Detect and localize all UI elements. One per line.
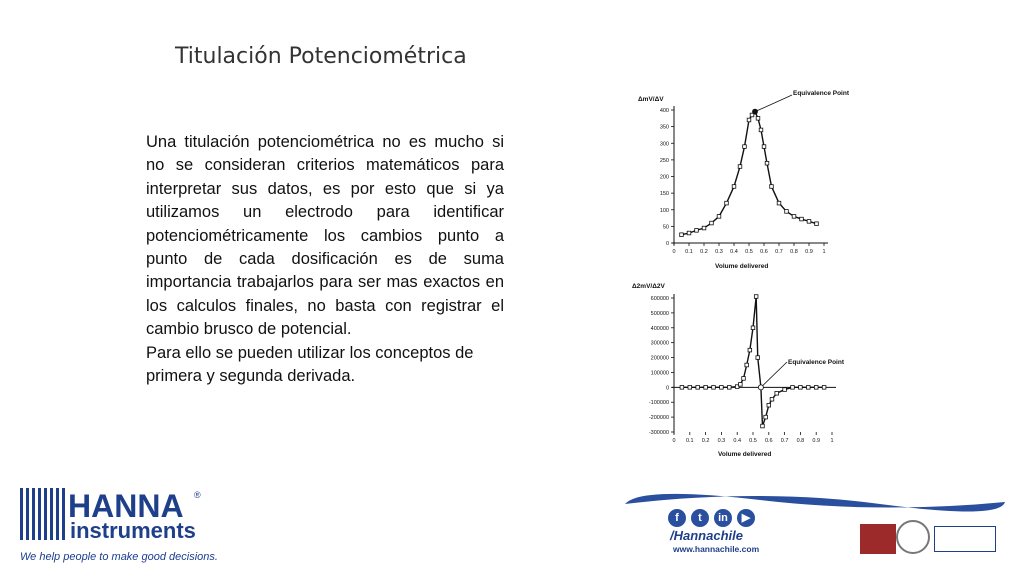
data-point <box>696 386 700 390</box>
x-tick-label: 0.7 <box>780 438 789 444</box>
data-point <box>687 231 691 235</box>
chart2-annotation: Equivalence Point <box>788 359 844 366</box>
data-point <box>807 386 811 390</box>
x-tick-label: 0.7 <box>775 249 783 255</box>
x-tick-label: 0.5 <box>749 438 757 444</box>
linkedin-icon[interactable]: in <box>714 509 732 527</box>
y-tick-label: 0 <box>665 385 669 392</box>
x-tick-label: 0.9 <box>805 249 813 255</box>
equivalence-point-marker <box>758 385 763 390</box>
data-point <box>785 210 789 214</box>
data-point <box>720 386 724 390</box>
logo-registered: ® <box>194 490 201 500</box>
x-tick-label: 0.2 <box>701 438 710 444</box>
logo-stripes <box>20 488 65 540</box>
facebook-icon[interactable]: f <box>668 509 686 527</box>
x-tick-label: 0.1 <box>685 249 693 255</box>
twitter-icon[interactable]: t <box>691 509 709 527</box>
x-tick-label: 0 <box>672 438 676 444</box>
data-point <box>822 386 826 390</box>
data-point <box>725 201 729 205</box>
data-point <box>710 221 714 225</box>
y-tick-label: 0 <box>665 241 669 247</box>
x-tick-label: 0.6 <box>764 438 773 444</box>
certified-company-badge <box>934 526 996 552</box>
paragraph-2: Para ello se pueden utilizar los conceptos de primera y segunda derivada. <box>146 343 474 386</box>
annotation-arrow <box>761 362 787 387</box>
x-tick-label: 0.6 <box>760 249 768 255</box>
y-tick-label: 300000 <box>650 340 669 347</box>
data-point <box>754 295 758 299</box>
website-link[interactable]: www.hannachile.com <box>673 544 760 554</box>
tagline: We help people to make good decisions. <box>20 551 218 563</box>
data-point <box>800 217 804 221</box>
slide-title: Titulación Potenciométrica <box>175 44 467 69</box>
data-point <box>702 226 706 230</box>
data-point <box>762 145 766 149</box>
data-point <box>742 377 746 381</box>
series-line <box>682 112 817 235</box>
x-tick-label: 0.2 <box>700 249 708 255</box>
x-tick-label: 0.3 <box>715 249 723 255</box>
data-point <box>728 386 732 390</box>
paragraph-1: Una titulación potenciométrica no es mucho si no se consideran criterios matemáticos para interpretar sus datos, es por esto que si ya utilizamos un electrodo para identificar potenciométricamente los cambios punto a punto de cada dosificación es de suma importancia trabajarlos para ser mas exactos en los calculos finales, no basta con registrar el cambio brusco de potencial. <box>146 133 504 339</box>
youtube-icon[interactable]: ▶ <box>737 509 755 527</box>
data-point <box>770 185 774 189</box>
data-point <box>745 363 749 367</box>
data-point <box>756 356 760 360</box>
data-point <box>777 201 781 205</box>
data-point <box>695 229 699 233</box>
chart1-annotation: Equivalence Point <box>793 90 849 97</box>
data-point <box>759 128 763 132</box>
y-tick-label: 400000 <box>650 325 669 332</box>
data-point <box>775 391 779 395</box>
y-tick-label: -200000 <box>648 415 669 422</box>
y-tick-label: 200000 <box>650 355 669 362</box>
data-point <box>704 386 708 390</box>
data-point <box>770 397 774 401</box>
data-point <box>680 233 684 237</box>
data-point <box>807 220 811 224</box>
equivalence-point-marker <box>753 109 758 114</box>
x-tick-label: 1 <box>830 438 834 444</box>
y-tick-label: -100000 <box>648 400 669 407</box>
x-tick-label: 0.9 <box>812 438 821 444</box>
second-derivative-chart <box>630 280 870 460</box>
hanna-logo <box>20 486 220 546</box>
y-tick-label: 200 <box>659 174 669 181</box>
x-tick-label: 0.3 <box>717 438 726 444</box>
chart1-ylabel: ΔmV/ΔV <box>638 96 664 103</box>
logo-hanna-text: HANNA <box>68 488 184 524</box>
y-tick-label: 300 <box>659 141 669 148</box>
data-point <box>756 117 760 121</box>
data-point <box>680 386 684 390</box>
social-icons <box>668 508 760 527</box>
data-point <box>799 386 803 390</box>
x-tick-label: 0.8 <box>790 249 798 255</box>
x-tick-label: 0.1 <box>685 438 694 444</box>
y-tick-label: 50 <box>662 224 669 231</box>
y-tick-label: 350 <box>659 124 669 131</box>
y-tick-label: 150 <box>659 191 669 198</box>
data-point <box>792 215 796 219</box>
y-tick-label: 100 <box>659 207 669 214</box>
data-point <box>814 386 818 390</box>
data-point <box>738 165 742 169</box>
data-point <box>732 185 736 189</box>
data-point <box>748 348 752 352</box>
chart2-xlabel: Volume delivered <box>718 451 772 458</box>
data-point <box>747 118 751 122</box>
data-point <box>739 383 743 387</box>
data-point <box>767 403 771 407</box>
x-tick-label: 0.5 <box>745 249 753 255</box>
annotation-arrow <box>755 95 792 112</box>
y-tick-label: 500000 <box>650 310 669 317</box>
x-tick-label: 1 <box>822 249 826 255</box>
chart1-xlabel: Volume delivered <box>715 263 769 270</box>
y-tick-label: 250 <box>659 157 669 164</box>
body-text <box>146 131 504 388</box>
first-derivative-chart <box>630 85 870 273</box>
y-tick-label: 600000 <box>650 296 669 302</box>
data-point <box>815 222 819 226</box>
data-point <box>765 161 769 165</box>
x-tick-label: 0.4 <box>730 249 738 255</box>
y-tick-label: -300000 <box>648 430 669 436</box>
x-tick-label: 0 <box>672 249 676 255</box>
data-point <box>712 386 716 390</box>
x-tick-label: 0.4 <box>733 438 742 444</box>
data-point <box>761 424 765 428</box>
logo-instruments-text: instruments <box>70 518 196 543</box>
data-point <box>783 388 787 392</box>
bureau-veritas-badge <box>860 524 896 554</box>
data-point <box>743 145 747 149</box>
y-tick-label: 100000 <box>650 370 669 377</box>
certification-seal <box>896 520 930 554</box>
data-point <box>717 215 721 219</box>
data-point <box>688 386 692 390</box>
social-handle[interactable]: /Hannachile <box>670 528 743 543</box>
data-point <box>751 326 755 330</box>
y-tick-label: 400 <box>659 108 669 114</box>
chart2-ylabel: Δ2mV/Δ2V <box>632 283 665 290</box>
data-point <box>764 415 768 419</box>
x-tick-label: 0.8 <box>796 438 805 444</box>
data-point <box>791 386 795 390</box>
